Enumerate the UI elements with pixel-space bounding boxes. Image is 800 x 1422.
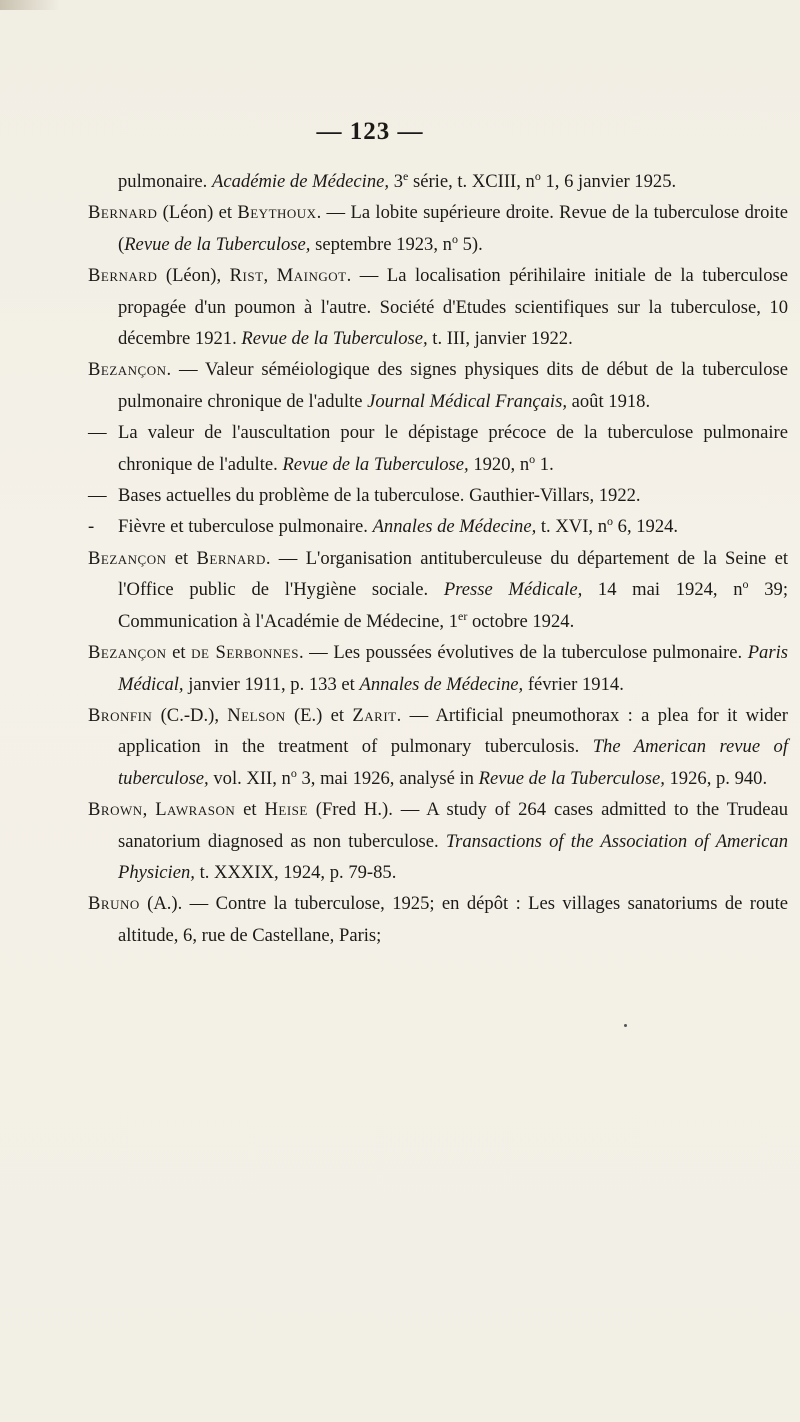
entry-text: (Léon) et bbox=[157, 202, 238, 224]
journal-title: Annales de Médecine, bbox=[359, 673, 524, 695]
speck bbox=[624, 1024, 627, 1027]
journal-title: Paris Médical, bbox=[118, 642, 788, 695]
journal-title: Revue de la Tuberculose, bbox=[124, 233, 311, 255]
journal-title: Annales de Médecine, bbox=[372, 516, 537, 538]
entry-text: , bbox=[142, 799, 156, 821]
author-name: Beythoux bbox=[237, 202, 317, 224]
journal-title: Revue de la Tuberculose, bbox=[241, 328, 428, 350]
entry-text: octobre 1924. bbox=[467, 610, 575, 632]
author-name: Bernard bbox=[88, 265, 158, 287]
entry-text: (E.) et bbox=[285, 704, 353, 726]
bibliography-entry bbox=[88, 543, 788, 637]
entry-text: o bbox=[742, 577, 749, 592]
entry-text: er bbox=[458, 608, 468, 623]
entry-text: 1, 6 janvier 1925. bbox=[540, 171, 677, 192]
author-name: de Serbonnes bbox=[191, 642, 299, 664]
bibliography-list bbox=[88, 166, 788, 951]
entry-text: septembre 1923, n bbox=[310, 233, 452, 255]
bibliography-entry bbox=[88, 511, 788, 542]
author-name: Zarit bbox=[352, 704, 397, 726]
entry-text: 6, 1924. bbox=[613, 516, 679, 538]
entry-text: o bbox=[534, 168, 541, 183]
entry-text: (A.). — Contre la tuberculose, 1925; en dépôt : Les villages sanatoriums de route altitude, 6, rue de Castellane, Paris; bbox=[118, 893, 788, 946]
bibliography-entry bbox=[88, 480, 788, 511]
journal-title: The American revue of tuberculose, bbox=[118, 736, 788, 789]
entry-text: o bbox=[451, 231, 458, 246]
entry-text: t. XXXIX, 1924, p. 79-85. bbox=[194, 861, 397, 883]
author-name: Nelson bbox=[227, 704, 286, 726]
entry-text: (Léon), bbox=[157, 265, 230, 287]
entry-text: . — Les poussées évolutives de la tuberculose pulmonaire. bbox=[298, 642, 748, 664]
journal-title: Transactions of the Association of American Physicien, bbox=[118, 830, 788, 883]
journal-title: Presse Médicale, bbox=[443, 579, 583, 601]
journal-title: Revue de la Tuberculose, bbox=[282, 453, 469, 475]
entry-text: et bbox=[166, 547, 197, 569]
entry-text: t. III, janvier 1922. bbox=[427, 328, 573, 350]
entry-text: (Fred H.). — A study of 264 cases admitted to the Trudeau sanatorium diagnosed as non tuberculose. bbox=[118, 799, 788, 852]
entry-text: e bbox=[403, 168, 409, 183]
journal-title: Journal Médical Français, bbox=[367, 390, 567, 412]
entry-continuation bbox=[88, 166, 788, 197]
bibliography-entry bbox=[88, 354, 788, 417]
entry-text: t. XVI, n bbox=[536, 516, 607, 538]
entry-text: La valeur de l'auscultation pour le dépistage précoce de la tuberculose pulmonaire chronique de l'adulte. bbox=[118, 422, 788, 475]
entry-text: 3, mai 1926, analysé in bbox=[296, 767, 479, 789]
entry-text: et bbox=[166, 642, 192, 664]
entry-text: . — Artificial pneumothorax : a plea for it wider application in the treatment of pulmonary tuberculosis. bbox=[118, 704, 788, 758]
entry-text: , bbox=[263, 265, 277, 287]
scan-edge-shadow bbox=[0, 0, 60, 10]
bibliography-entry bbox=[88, 700, 788, 794]
author-name: Bruno bbox=[88, 893, 140, 915]
author-name: Bezançon bbox=[88, 642, 167, 664]
author-name: Rist bbox=[229, 265, 264, 287]
author-name: Bronfin bbox=[88, 704, 153, 726]
author-name: Heise bbox=[264, 799, 308, 821]
bibliography-entry bbox=[88, 260, 788, 354]
entry-text: . — La lobite supérieure droite. Revue de la tuberculose droite ( bbox=[118, 202, 789, 255]
ditto-dash: — bbox=[88, 422, 107, 444]
author-name: Lawrason bbox=[155, 799, 236, 821]
page-number: — 123 — bbox=[316, 118, 424, 145]
entry-text: 1926, p. 940. bbox=[664, 767, 768, 789]
entry-text: o bbox=[607, 514, 613, 529]
entry-text: 3 bbox=[389, 171, 403, 192]
bibliography-entry bbox=[88, 637, 788, 700]
entry-text: . — La localisation périhilaire initiale de la tuberculose propagée d'un poumon à l'autre. Société d'Etudes scientifiques sur la tuberculose, 10 décembre 1921. bbox=[118, 265, 788, 350]
journal-title: Académie de Médecine, bbox=[211, 171, 390, 192]
ditto-dash: - bbox=[88, 516, 95, 538]
entry-text: o bbox=[290, 765, 297, 780]
bibliography-entry bbox=[88, 417, 788, 480]
entry-text: . — L'organisation antituberculeuse du département de la Seine et l'Office public de l'Hygiène sociale. bbox=[118, 547, 788, 601]
entry-text: . — Valeur séméiologique des signes physiques dits de début de la tuberculose pulmonaire chronique de l'adulte bbox=[118, 359, 788, 412]
entry-text: 5). bbox=[457, 233, 483, 255]
entry-text: Bases actuelles du problème de la tuberculose. Gauthier-Villars, 1922. bbox=[118, 485, 641, 507]
author-name: Bernard bbox=[88, 202, 158, 224]
entry-text: pulmonaire. bbox=[118, 171, 212, 192]
bibliography-entry bbox=[88, 794, 788, 888]
entry-text: 1920, n bbox=[468, 453, 530, 475]
ditto-dash: — bbox=[88, 485, 107, 507]
entry-text: série, t. XCIII, n bbox=[408, 171, 535, 192]
bibliography-entry bbox=[88, 888, 788, 951]
bibliography-entry bbox=[88, 197, 788, 260]
entry-text: janvier 1911, p. 133 et bbox=[183, 673, 360, 695]
author-name: Bernard bbox=[196, 547, 266, 569]
entry-text: février 1914. bbox=[523, 673, 624, 695]
entry-text: 1. bbox=[535, 453, 554, 475]
entry-text: (C.-D.), bbox=[152, 704, 228, 726]
author-name: Bezançon bbox=[88, 547, 167, 569]
entry-text: 39; Communication à l'Académie de Médecine, 1 bbox=[118, 579, 788, 632]
entry-text: o bbox=[529, 451, 536, 466]
author-name: Bezançon bbox=[88, 359, 167, 381]
author-name: Brown bbox=[88, 799, 143, 821]
entry-text: 14 mai 1924, n bbox=[582, 579, 743, 601]
entry-text: et bbox=[235, 799, 265, 821]
entry-text: vol. XII, n bbox=[208, 767, 291, 789]
author-name: Maingot bbox=[276, 265, 347, 287]
entry-text: Fièvre et tuberculose pulmonaire. bbox=[118, 516, 373, 538]
journal-title: Revue de la Tuberculose, bbox=[478, 767, 665, 789]
entry-text: août 1918. bbox=[566, 390, 651, 412]
